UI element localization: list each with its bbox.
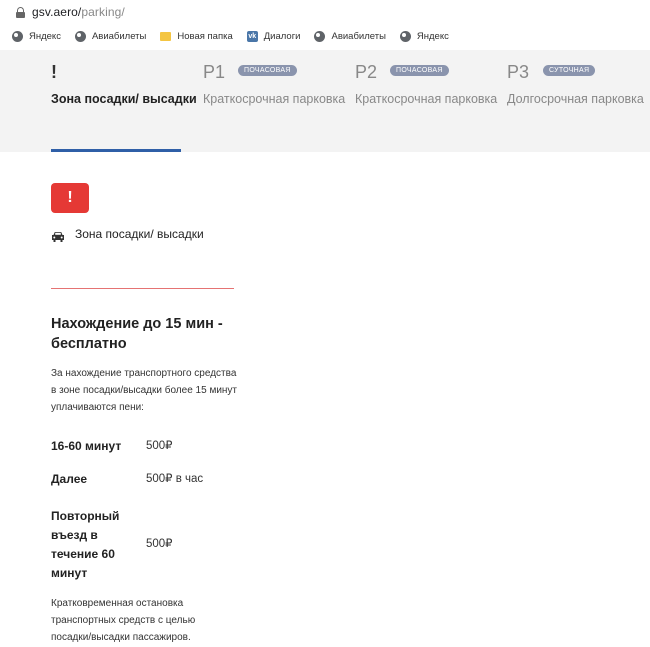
tab-code: ! xyxy=(51,62,57,82)
bookmark-aviabilety-2[interactable] xyxy=(314,31,385,42)
tab-code: P2 xyxy=(355,62,378,82)
globe-icon xyxy=(75,31,86,42)
alert-badge: ! xyxy=(51,183,89,213)
bookmark-label: Новая папка xyxy=(177,30,233,42)
bookmark-yandex-2[interactable] xyxy=(400,31,449,42)
globe-icon xyxy=(12,31,23,42)
zone-label: Зона посадки/ высадки xyxy=(75,227,204,241)
tab-p3[interactable] xyxy=(507,50,647,152)
fee-value: 500₽ xyxy=(146,538,173,550)
address-bar[interactable] xyxy=(0,0,650,24)
note-text: Кратковременная остановка транспортных средств с целью посадки/высадки пассажиров. xyxy=(51,598,196,643)
url-text[interactable]: gsv.aero/parking/ xyxy=(32,5,125,19)
tab-badge: ПОЧАСОВАЯ xyxy=(390,65,449,76)
fee-label: Повторный въезд в течение 60 минут xyxy=(51,509,120,580)
bookmark-new-folder[interactable] xyxy=(160,31,232,42)
tab-label: Краткосрочная парковка xyxy=(203,92,346,106)
tab-code: P3 xyxy=(507,62,530,82)
tab-label: Краткосрочная парковка xyxy=(355,92,498,106)
bookmark-label: Яндекс xyxy=(416,30,449,42)
tab-label: Зона посадки/ высадки xyxy=(51,92,197,106)
bookmark-aviabilety[interactable] xyxy=(75,31,146,42)
tab-label: Долгосрочная парковка xyxy=(507,92,644,106)
bookmark-label: Авиабилеты xyxy=(91,30,147,42)
tab-code: P1 xyxy=(203,62,226,82)
globe-icon xyxy=(314,31,325,42)
lock-icon xyxy=(16,7,25,18)
section-heading: Нахождение до 15 мин - бесплатно xyxy=(51,316,223,352)
bookmarks-bar xyxy=(0,26,650,46)
bookmark-dialogs[interactable] xyxy=(247,31,301,42)
bookmark-label: Яндекс xyxy=(29,30,61,42)
car-icon xyxy=(51,231,65,242)
bookmark-label: Диалоги xyxy=(263,30,301,42)
bookmark-label: Авиабилеты xyxy=(331,30,386,42)
tab-badge: СУТОЧНАЯ xyxy=(543,65,595,76)
fee-label: Далее xyxy=(51,472,88,486)
active-tab-indicator xyxy=(51,149,181,152)
intro-text: За нахождение транспортного средства в зоне посадки/высадки более 15 минут уплачиваются пени: xyxy=(51,368,238,413)
folder-icon xyxy=(160,32,171,41)
fee-value: 500₽ xyxy=(146,440,173,452)
tab-badge: ПОЧАСОВАЯ xyxy=(238,65,297,76)
fee-value: 500₽ в час xyxy=(146,473,204,485)
fee-label: 16-60 минут xyxy=(51,439,122,453)
globe-icon xyxy=(400,31,411,42)
divider xyxy=(51,288,234,289)
tab-dropoff-zone[interactable] xyxy=(51,50,197,152)
vk-icon: vk xyxy=(248,32,257,40)
bookmark-yandex[interactable] xyxy=(12,31,61,42)
tab-p2[interactable] xyxy=(355,50,498,152)
tab-p1[interactable] xyxy=(203,50,346,152)
